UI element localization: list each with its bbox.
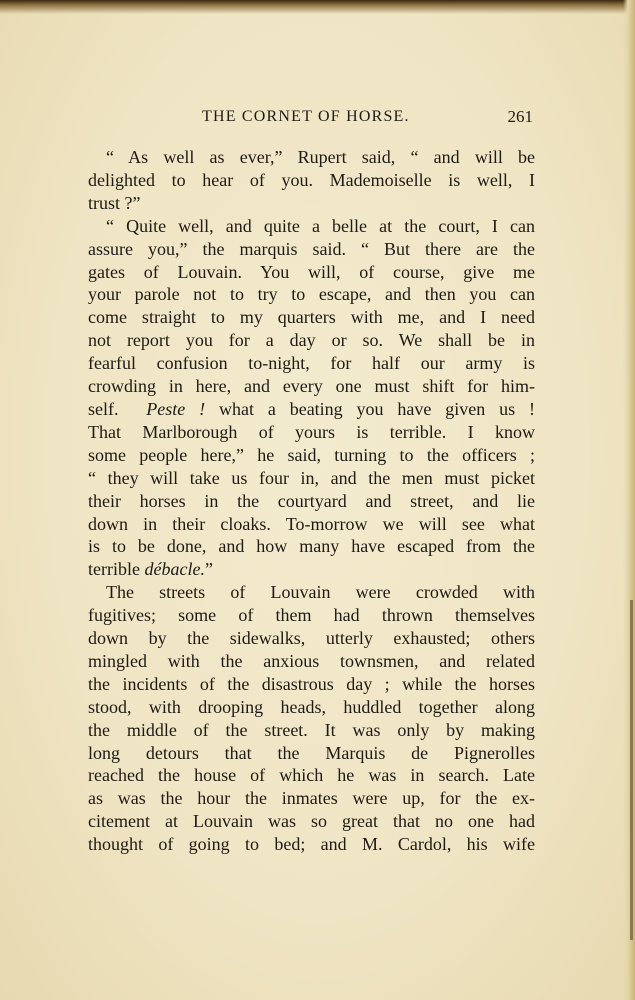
text-line: assure you,” the marquis said. “ But there are the bbox=[88, 238, 535, 259]
text-line: down in their cloaks. To-morrow we will see what bbox=[88, 513, 535, 534]
text-segment: terrible bbox=[88, 559, 140, 580]
text-line: is to be done, and how many have escaped from the bbox=[88, 536, 535, 557]
italic-phrase: débacle. bbox=[144, 559, 205, 580]
text-line: That Marlborough of yours is terrible. I know bbox=[88, 421, 535, 442]
text-line: mingled with the anxious townsmen, and related bbox=[88, 650, 535, 671]
text-line: your parole not to try to escape, and then you can bbox=[88, 284, 535, 305]
text-line: as was the hour the inmates were up, for the ex- bbox=[88, 788, 535, 809]
page-top-shadow bbox=[0, 0, 635, 14]
text-segment: what a beating you have given us ! bbox=[218, 398, 536, 419]
italic-phrase: Peste ! bbox=[146, 398, 206, 419]
text-line: down by the sidewalks, utterly exhausted; others bbox=[88, 628, 535, 649]
text-line: reached the house of which he was in search. Late bbox=[88, 765, 535, 786]
running-head: THE CORNET OF HORSE. bbox=[202, 108, 410, 125]
page-number: 261 bbox=[507, 107, 533, 126]
text-line: long detours that the Marquis de Pignerolles bbox=[88, 742, 535, 763]
text-line: delighted to hear of you. Mademoiselle is well, I bbox=[88, 169, 535, 190]
text-line: “ As well as ever,” Rupert said, “ and will be bbox=[106, 147, 535, 167]
text-line: thought of going to bed; and M. Cardol, his wife bbox=[88, 834, 535, 855]
text-line: their horses in the courtyard and street, and lie bbox=[88, 490, 535, 511]
binding-strip bbox=[630, 600, 633, 940]
text-segment: self. bbox=[88, 398, 119, 419]
text-segment: ” bbox=[204, 559, 213, 580]
body-text bbox=[88, 146, 535, 856]
text-line: the middle of the street. It was only by making bbox=[88, 719, 535, 740]
text-line: come straight to my quarters with me, and I need bbox=[88, 307, 535, 328]
text-line: trust ?” bbox=[88, 192, 141, 213]
text-line: stood, with drooping heads, huddled together along bbox=[88, 696, 535, 717]
text-line: “ Quite well, and quite a belle at the court, I can bbox=[106, 215, 535, 236]
text-line: crowding in here, and every one must shift for him- bbox=[88, 376, 535, 397]
page-right-edge bbox=[623, 0, 635, 1000]
text-line: The streets of Louvain were crowded with bbox=[106, 582, 535, 603]
text-line: some people here,” he said, turning to the officers ; bbox=[88, 444, 535, 465]
text-line: fearful confusion to-night, for half our army is bbox=[88, 353, 535, 374]
text-line: fugitives; some of them had thrown themselves bbox=[88, 605, 535, 626]
text-line: gates of Louvain. You will, of course, give me bbox=[88, 261, 535, 282]
text-line: citement at Louvain was so great that no one had bbox=[88, 811, 535, 832]
text-line-mixed bbox=[88, 398, 535, 421]
text-line-mixed bbox=[88, 558, 535, 581]
text-line: “ they will take us four in, and the men must picket bbox=[88, 467, 535, 488]
page-header bbox=[88, 108, 535, 132]
text-line: not report you for a day or so. We shall be in bbox=[88, 330, 535, 351]
text-line: the incidents of the disastrous day ; while the horses bbox=[88, 673, 535, 694]
